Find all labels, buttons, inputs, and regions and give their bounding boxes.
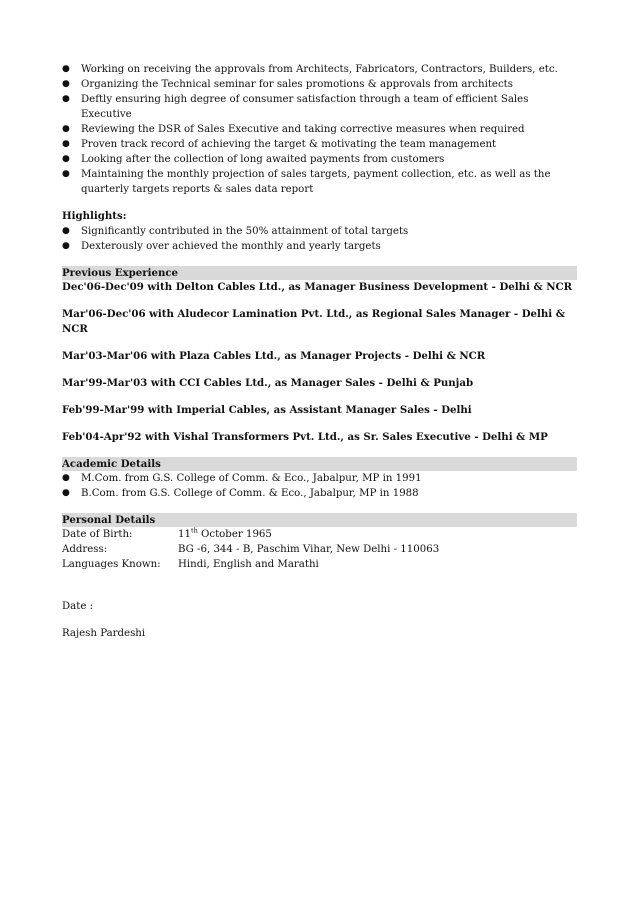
languages-row <box>62 557 577 572</box>
list-item: ● Looking after the collection of long awaited payments from customers <box>62 154 445 165</box>
academic-details-heading: Academic Details <box>62 457 577 471</box>
resume-content <box>62 62 577 641</box>
list-item: ● Organizing the Technical seminar for sales promotions & approvals from architects <box>62 79 513 90</box>
bullet-icon: ● <box>62 169 70 179</box>
bullet-icon: ● <box>62 241 70 251</box>
list-item: ● Deftly ensuring high degree of consumer satisfaction through a team of efficient Sales Executive <box>62 94 529 120</box>
duties-list <box>62 62 577 197</box>
languages-value: Hindi, English and Marathi <box>178 559 319 570</box>
list-item: ● Working on receiving the approvals from Architects, Fabricators, Contractors, Builders, etc. <box>62 64 558 75</box>
experience-item: Mar'03-Mar'06 with Plaza Cables Ltd., as Manager Projects - Delhi & NCR <box>62 350 486 362</box>
languages-label: Languages Known: <box>62 559 161 570</box>
dob-row <box>62 527 577 542</box>
list-item: ● B.Com. from G.S. College of Comm. & Eco., Jabalpur, MP in 1988 <box>62 488 419 499</box>
bullet-icon: ● <box>62 488 70 498</box>
list-item: ● Reviewing the DSR of Sales Executive and taking corrective measures when required <box>62 124 525 135</box>
bullet-icon: ● <box>62 473 70 483</box>
date-label: Date : <box>62 601 94 612</box>
list-item: ● Proven track record of achieving the target & motivating the team management <box>62 139 497 150</box>
bullet-icon: ● <box>62 226 70 236</box>
address-label: Address: <box>62 544 108 555</box>
previous-experience-heading: Previous Experience <box>62 266 577 280</box>
bullet-icon: ● <box>62 64 70 74</box>
list-item: ● Significantly contributed in the 50% attainment of total targets <box>62 226 409 237</box>
highlights-heading: Highlights: <box>62 210 127 222</box>
academic-list <box>62 471 577 501</box>
bullet-icon: ● <box>62 139 70 149</box>
bullet-icon: ● <box>62 124 70 134</box>
list-item: ● M.Com. from G.S. College of Comm. & Eco., Jabalpur, MP in 1991 <box>62 473 422 484</box>
bullet-icon: ● <box>62 94 70 104</box>
experience-item: Mar'99-Mar'03 with CCI Cables Ltd., as Manager Sales - Delhi & Punjab <box>62 377 474 389</box>
experience-item: Feb'99-Mar'99 with Imperial Cables, as Assistant Manager Sales - Delhi <box>62 404 472 416</box>
signature-name: Rajesh Pardeshi <box>62 628 146 639</box>
experience-item: Feb'04-Apr'92 with Vishal Transformers Pvt. Ltd., as Sr. Sales Executive - Delhi & MP <box>62 431 548 443</box>
dob-label: Date of Birth: <box>62 529 133 540</box>
experience-item: Dec'06-Dec'09 with Delton Cables Ltd., as Manager Business Development - Delhi & NCR <box>62 281 573 293</box>
highlights-list <box>62 224 577 254</box>
bullet-icon: ● <box>62 154 70 164</box>
experience-item: Mar'06-Dec'06 with Aludecor Lamination Pvt. Ltd., as Regional Sales Manager - Delhi & NCR <box>62 308 565 335</box>
dob-value: 11th October 1965 <box>178 526 272 540</box>
address-value: BG -6, 344 - B, Paschim Vihar, New Delhi - 110063 <box>178 544 440 555</box>
list-item: ● Maintaining the monthly projection of sales targets, payment collection, etc. as well as the quarterly targets reports & sales data report <box>62 169 551 195</box>
personal-details-heading: Personal Details <box>62 513 577 527</box>
list-item: ● Dexterously over achieved the monthly and yearly targets <box>62 241 381 252</box>
address-row <box>62 542 577 557</box>
bullet-icon: ● <box>62 79 70 89</box>
